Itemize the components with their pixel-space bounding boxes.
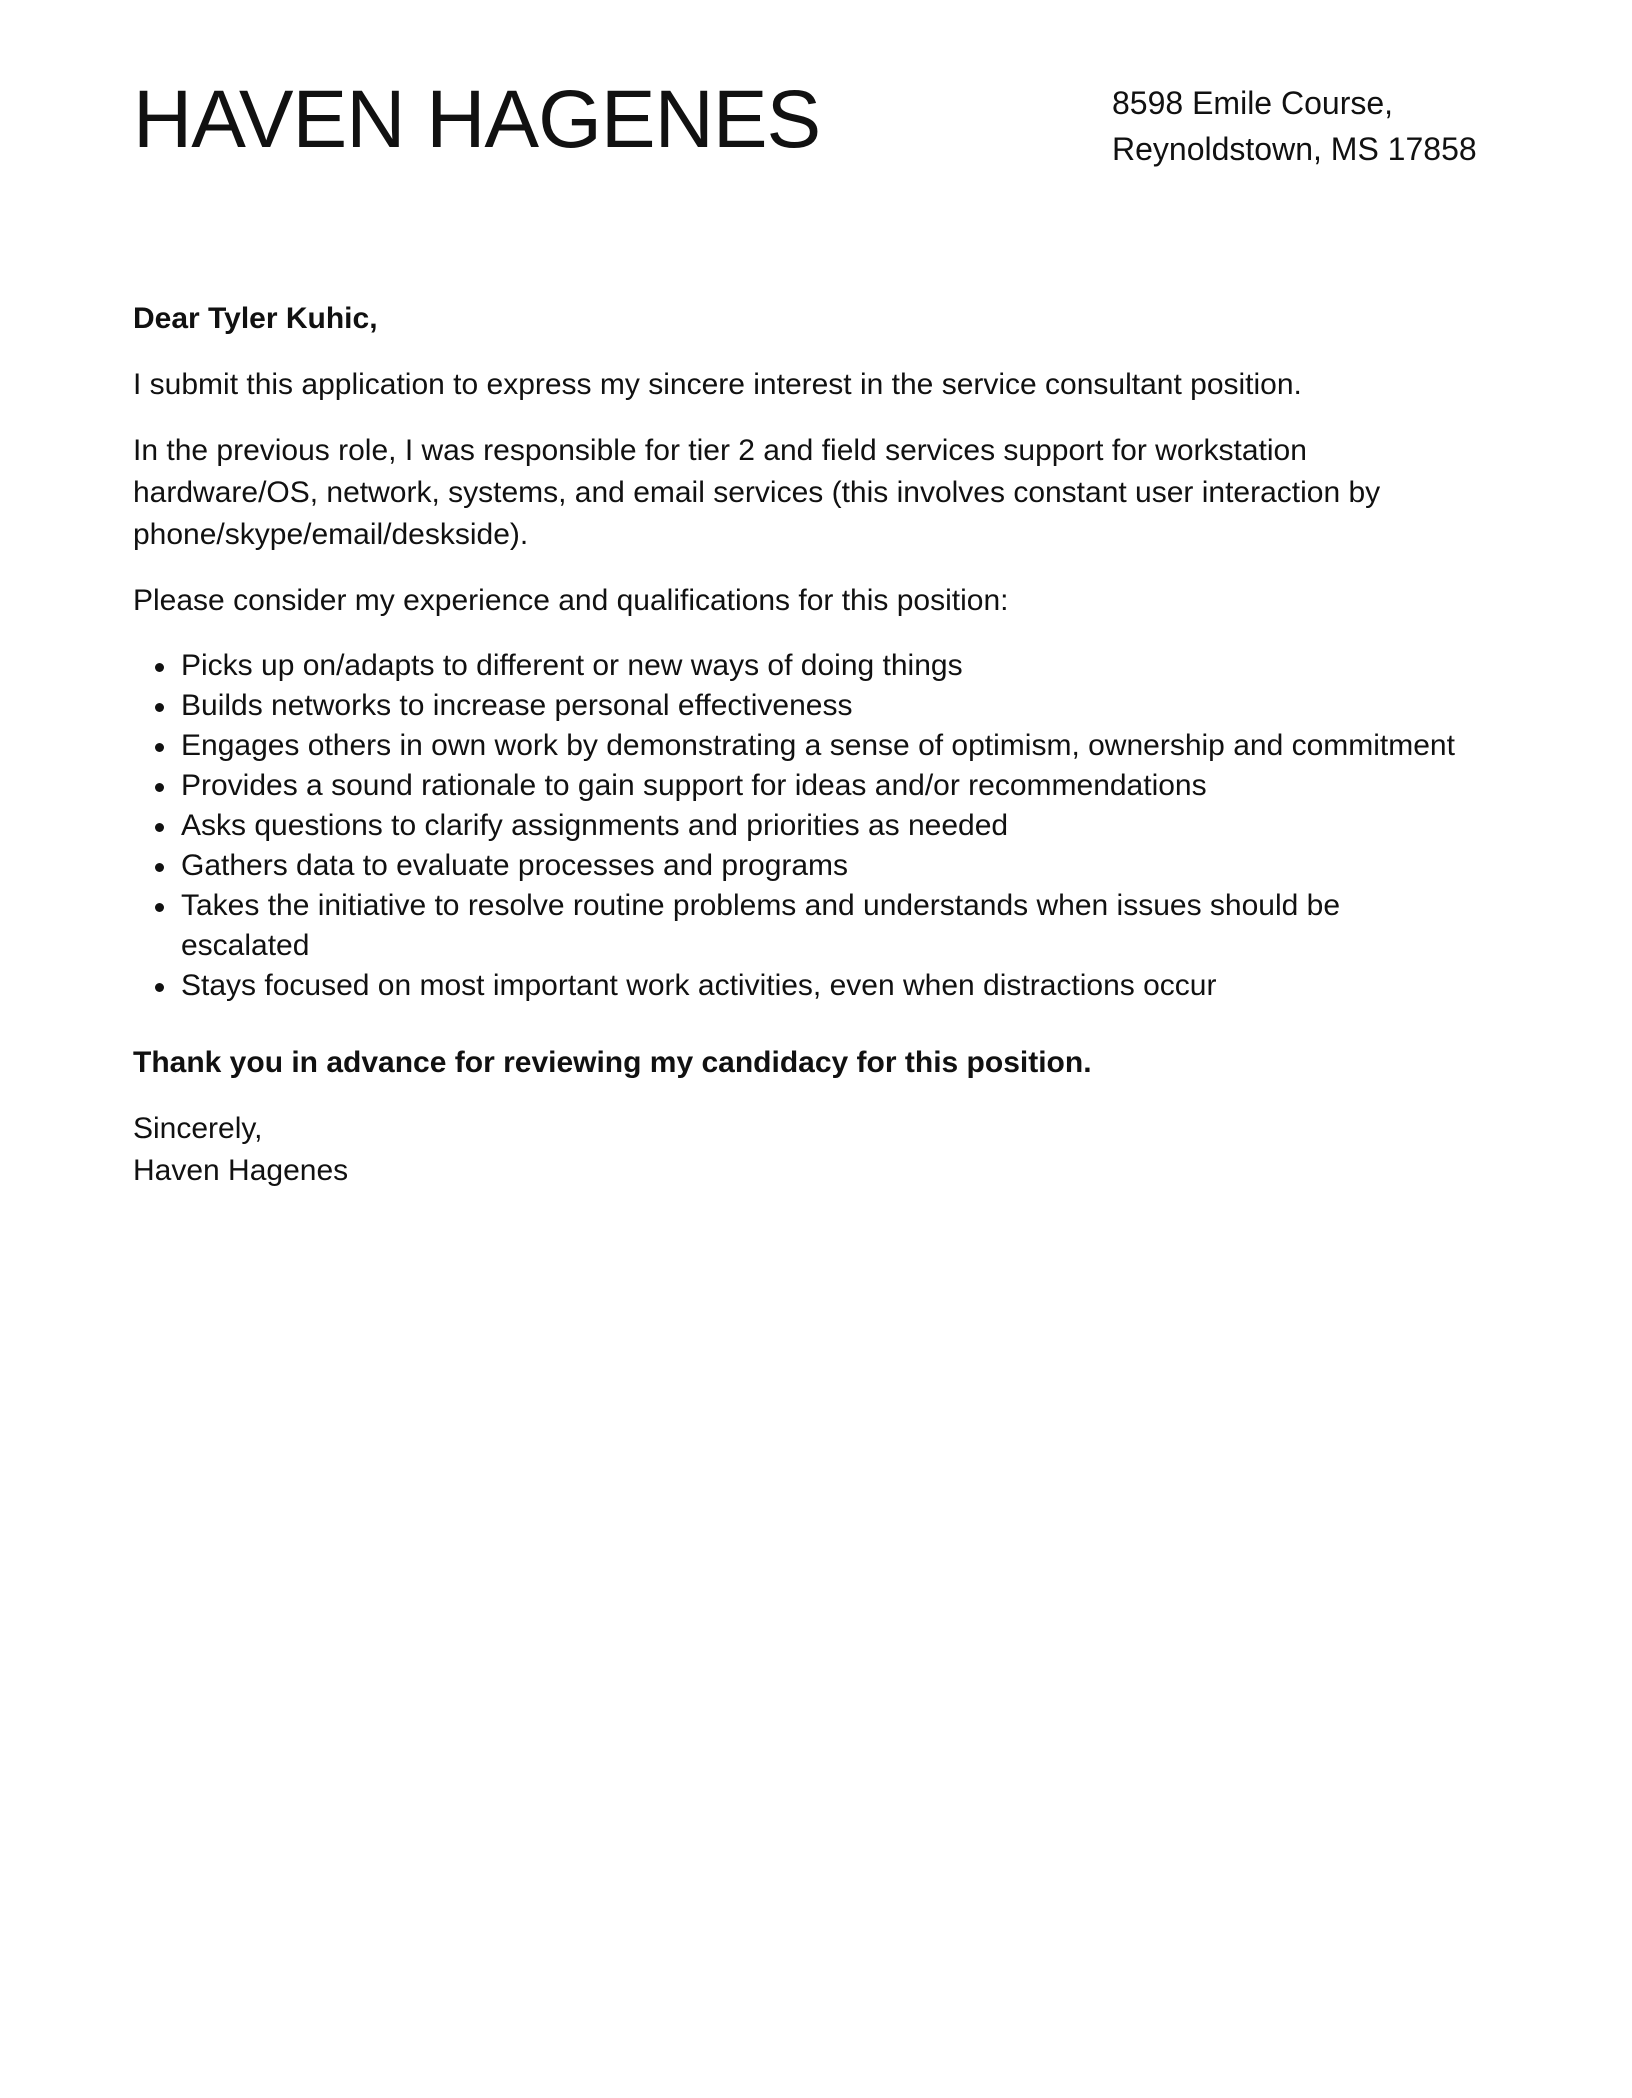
- list-item: Gathers data to evaluate processes and programs: [181, 846, 1473, 886]
- list-item: Engages others in own work by demonstrating a sense of optimism, ownership and commitment: [181, 726, 1473, 766]
- qualifications-list: [133, 646, 1473, 1006]
- salutation: Dear Tyler Kuhic,: [133, 302, 378, 335]
- list-item: Picks up on/adapts to different or new ways of doing things: [181, 646, 1473, 686]
- list-item: Asks questions to clarify assignments and priorities as needed: [181, 806, 1473, 846]
- letter-body: [133, 298, 1473, 1192]
- list-item: Stays focused on most important work activities, even when distractions occur: [181, 966, 1473, 1006]
- address-line-2: Reynoldstown, MS 17858: [1112, 131, 1477, 167]
- applicant-address: [1112, 80, 1477, 172]
- thank-you-line: Thank you in advance for reviewing my candidacy for this position.: [133, 1046, 1092, 1079]
- list-item: Provides a sound rationale to gain support for ideas and/or recommendations: [181, 766, 1473, 806]
- intro-paragraph: I submit this application to express my sincere interest in the service consultant position.: [133, 368, 1302, 401]
- applicant-name-heading: HAVEN HAGENES: [133, 74, 821, 165]
- list-item: Builds networks to increase personal effectiveness: [181, 686, 1473, 726]
- address-line-1: 8598 Emile Course,: [1112, 85, 1394, 121]
- qualifications-lead: Please consider my experience and qualifications for this position:: [133, 584, 1009, 617]
- closing-word: Sincerely,: [133, 1112, 263, 1145]
- signature-name: Haven Hagenes: [133, 1154, 349, 1187]
- experience-paragraph: In the previous role, I was responsible for tier 2 and field services support for workstation hardware/OS, network, systems, and email services (this involves constant user interaction by phone/skype/email/deskside).: [133, 434, 1381, 551]
- list-item: Takes the initiative to resolve routine problems and understands when issues should be escalated: [181, 886, 1473, 966]
